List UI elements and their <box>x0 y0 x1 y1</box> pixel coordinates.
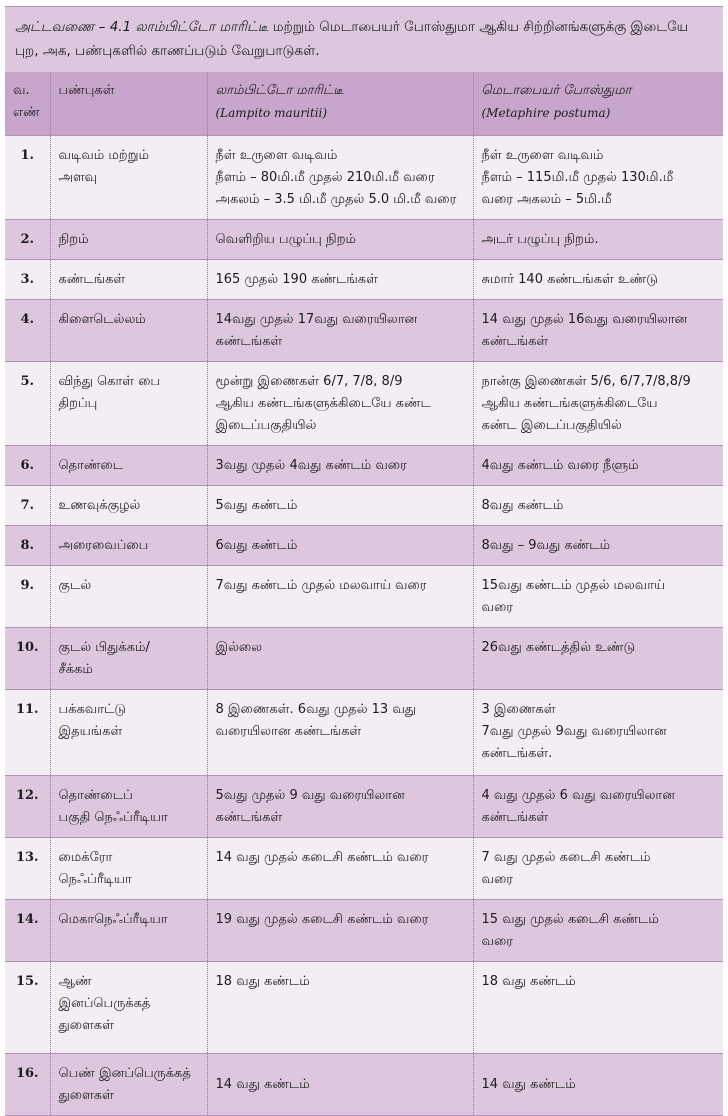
header-features: பண்புகள் <box>50 72 207 135</box>
row-number: 6. <box>5 445 50 485</box>
row-lampito-value <box>207 1053 473 1115</box>
row-feature <box>50 961 207 1053</box>
row-metaphire-value <box>473 627 723 689</box>
table-header-row <box>5 72 723 135</box>
cell-line: கண்டங்கள் <box>215 333 283 349</box>
row-number: 1. <box>5 135 50 219</box>
cell-line: வரை <box>481 933 513 949</box>
row-number: 12. <box>5 775 50 837</box>
header-metaphire-name: மெடாபையர் போஸ்துமா <box>481 83 632 98</box>
table-row <box>5 135 723 219</box>
table-row <box>5 627 723 689</box>
table-row <box>5 689 723 775</box>
cell-line: 8 இணைகள். 6வது முதல் 13 வது <box>215 701 417 717</box>
row-feature <box>50 299 207 361</box>
row-metaphire-value <box>473 837 723 899</box>
cell-line: தொண்டைப் <box>58 787 133 803</box>
cell-line: கண்டங்கள் <box>481 333 549 349</box>
table-row <box>5 361 723 445</box>
header-metaphire-scientific: (Metaphire postuma) <box>481 106 611 120</box>
cell-line: சுமார் 140 கண்டங்கள் உண்டு <box>481 271 658 287</box>
cell-line: 5வது கண்டம் <box>215 497 298 513</box>
row-metaphire-value <box>473 899 723 961</box>
cell-line: 14 வது கண்டம் <box>215 1076 310 1092</box>
cell-line: 4வது கண்டம் வரை நீளும் <box>481 457 639 473</box>
cell-line: 19 வது முதல் கடைசி கண்டம் வரை <box>215 911 429 927</box>
cell-line: மைக்ரோ <box>58 849 113 865</box>
table-row <box>5 565 723 627</box>
row-metaphire-value <box>473 689 723 775</box>
row-metaphire-value <box>473 135 723 219</box>
cell-line: நீளம் – 115மி.மீ முதல் 130மி.மீ <box>481 169 674 185</box>
cell-line: 18 வது கண்டம் <box>481 973 576 989</box>
cell-line: கண்டங்கள் <box>215 809 283 825</box>
row-feature <box>50 445 207 485</box>
row-feature <box>50 899 207 961</box>
cell-line: குடல் <box>58 577 92 593</box>
row-number: 11. <box>5 689 50 775</box>
row-feature <box>50 219 207 259</box>
row-feature <box>50 259 207 299</box>
header-metaphire <box>473 72 723 135</box>
header-serial-number: வ. எண் <box>5 72 50 135</box>
row-lampito-value <box>207 961 473 1053</box>
row-lampito-value <box>207 361 473 445</box>
row-number: 2. <box>5 219 50 259</box>
cell-line: உணவுக்குழல் <box>58 497 141 513</box>
row-lampito-value <box>207 565 473 627</box>
cell-line: அரைவைப்பை <box>58 537 149 553</box>
cell-line: மெகாநெஃப்ரீடியா <box>58 911 168 927</box>
cell-line: சீக்கம் <box>58 661 93 677</box>
table-row <box>5 775 723 837</box>
cell-line: தொண்டை <box>58 457 124 473</box>
cell-line: ஆகிய கண்டங்களுக்கிடையே கண்ட <box>215 395 431 411</box>
row-lampito-value <box>207 525 473 565</box>
row-metaphire-value <box>473 259 723 299</box>
cell-line: இடைப்பகுதியில் <box>215 417 317 433</box>
caption-text: மற்றும் மெடாபையர் போஸ்துமா ஆகிய சிற்றினங்களுக்கு இடையே புற, அக, பண்புகளில் காணப்படும் வேறுபாடுகள். <box>15 19 689 59</box>
row-feature <box>50 627 207 689</box>
row-metaphire-value <box>473 775 723 837</box>
row-metaphire-value <box>473 1053 723 1115</box>
row-number: 7. <box>5 485 50 525</box>
table-row <box>5 299 723 361</box>
row-lampito-value <box>207 899 473 961</box>
row-feature <box>50 525 207 565</box>
row-feature <box>50 775 207 837</box>
row-lampito-value <box>207 445 473 485</box>
cell-line: வரை <box>481 871 513 887</box>
table-row <box>5 961 723 1053</box>
cell-line: 5வது முதல் 9 வது வரையிலான <box>215 787 405 803</box>
cell-line: பகுதி நெஃப்ரீடியா <box>58 809 168 825</box>
row-feature <box>50 1053 207 1115</box>
cell-line: குடல் பிதுக்கம்/ <box>58 639 150 655</box>
row-metaphire-value <box>473 361 723 445</box>
row-feature <box>50 565 207 627</box>
cell-line: 8வது கண்டம் <box>481 497 564 513</box>
row-number: 13. <box>5 837 50 899</box>
row-lampito-value <box>207 775 473 837</box>
cell-line: கண்ட இடைப்பகுதியில் <box>481 417 622 433</box>
cell-line: 14 வது கண்டம் <box>481 1076 576 1092</box>
cell-line: கண்டங்கள் <box>481 809 549 825</box>
cell-line: வரையிலான கண்டங்கள் <box>215 723 362 739</box>
cell-line: 26வது கண்டத்தில் உண்டு <box>481 639 636 655</box>
cell-line: நெஃப்ரீடியா <box>58 871 132 887</box>
row-lampito-value <box>207 219 473 259</box>
cell-line: கிளைடெல்லம் <box>58 311 146 327</box>
row-number: 15. <box>5 961 50 1053</box>
cell-line: அளவு <box>58 169 98 185</box>
cell-line: 7 வது முதல் கடைசி கண்டம் <box>481 849 651 865</box>
document-page <box>5 6 723 1116</box>
row-number: 5. <box>5 361 50 445</box>
row-number: 9. <box>5 565 50 627</box>
cell-line: 14 வது முதல் 16வது வரையிலான <box>481 311 688 327</box>
table-row <box>5 259 723 299</box>
cell-line: வரை <box>481 599 513 615</box>
row-feature <box>50 689 207 775</box>
table-body <box>5 135 723 1115</box>
cell-line: வடிவம் மற்றும் <box>58 147 149 163</box>
cell-line: துளைகள் <box>58 1087 114 1103</box>
table-row <box>5 445 723 485</box>
row-metaphire-value <box>473 961 723 1053</box>
cell-line: 14 வது முதல் கடைசி கண்டம் வரை <box>215 849 429 865</box>
row-number: 3. <box>5 259 50 299</box>
cell-line: நீள் உருளை வடிவம் <box>481 147 604 163</box>
cell-line: இதயங்கள் <box>58 723 123 739</box>
row-lampito-value <box>207 689 473 775</box>
header-lampito <box>207 72 473 135</box>
cell-line: இனப்பெருக்கத் <box>58 995 151 1011</box>
row-metaphire-value <box>473 299 723 361</box>
cell-line: 7வது கண்டம் முதல் மலவாய் வரை <box>215 577 427 593</box>
cell-line: 15 வது முதல் கடைசி கண்டம் <box>481 911 659 927</box>
row-metaphire-value <box>473 445 723 485</box>
row-number: 14. <box>5 899 50 961</box>
cell-line: 3 இணைகள் <box>481 701 556 717</box>
table-row <box>5 525 723 565</box>
table-row <box>5 899 723 961</box>
table-row <box>5 1053 723 1115</box>
row-metaphire-value <box>473 219 723 259</box>
cell-line: துளைகள் <box>58 1017 114 1033</box>
cell-line: 15வது கண்டம் முதல் மலவாய் <box>481 577 666 593</box>
cell-line: நீள் உருளை வடிவம் <box>215 147 338 163</box>
row-feature <box>50 485 207 525</box>
cell-line: நிறம் <box>58 231 89 247</box>
cell-line: திறப்பு <box>58 395 98 411</box>
cell-line: பக்கவாட்டு <box>58 701 126 717</box>
row-number: 16. <box>5 1053 50 1115</box>
cell-line: கண்டங்கள் <box>58 271 126 287</box>
cell-line: 14வது முதல் 17வது வரையிலான <box>215 311 418 327</box>
row-lampito-value <box>207 259 473 299</box>
cell-line: அடர் பழுப்பு நிறம். <box>481 231 599 247</box>
row-feature <box>50 361 207 445</box>
row-metaphire-value <box>473 525 723 565</box>
cell-line: விந்து கொள் பை <box>58 373 161 389</box>
row-metaphire-value <box>473 485 723 525</box>
cell-line: பெண் இனப்பெருக்கத் <box>58 1065 191 1081</box>
cell-line: 4 வது முதல் 6 வது வரையிலான <box>481 787 675 803</box>
cell-line: வெளிறிய பழுப்பு நிறம் <box>215 231 357 247</box>
table-row <box>5 219 723 259</box>
row-feature <box>50 135 207 219</box>
cell-line: 165 முதல் 190 கண்டங்கள் <box>215 271 378 287</box>
row-lampito-value <box>207 135 473 219</box>
row-number: 4. <box>5 299 50 361</box>
cell-line: ஆண் <box>58 973 92 989</box>
caption-label: அட்டவணை – 4.1 லாம்பிட்டோ மாரிட்டீ <box>15 19 269 35</box>
table-caption <box>5 6 723 72</box>
row-number: 8. <box>5 525 50 565</box>
cell-line: 6வது கண்டம் <box>215 537 298 553</box>
comparison-table <box>5 72 723 1116</box>
cell-line: நான்கு இணைகள் 5/6, 6/7,7/8,8/9 <box>481 373 691 389</box>
row-lampito-value <box>207 837 473 899</box>
cell-line: 7வது முதல் 9வது வரையிலான <box>481 723 667 739</box>
row-metaphire-value <box>473 565 723 627</box>
cell-line: இல்லை <box>215 639 263 655</box>
header-lampito-scientific: (Lampito mauritii) <box>215 106 328 120</box>
row-lampito-value <box>207 485 473 525</box>
cell-line: கண்டங்கள். <box>481 745 553 761</box>
row-lampito-value <box>207 627 473 689</box>
row-lampito-value <box>207 299 473 361</box>
table-row <box>5 837 723 899</box>
table-row <box>5 485 723 525</box>
cell-line: 18 வது கண்டம் <box>215 973 310 989</box>
cell-line: 8வது – 9வது கண்டம் <box>481 537 611 553</box>
cell-line: அகலம் – 3.5 மி.மீ முதல் 5.0 மி.மீ வரை <box>215 191 457 207</box>
cell-line: ஆகிய கண்டங்களுக்கிடையே <box>481 395 658 411</box>
header-lampito-name: லாம்பிட்டோ மாரிட்டீ <box>215 83 344 98</box>
row-number: 10. <box>5 627 50 689</box>
row-feature <box>50 837 207 899</box>
cell-line: மூன்று இணைகள் 6/7, 7/8, 8/9 <box>215 373 403 389</box>
cell-line: 3வது முதல் 4வது கண்டம் வரை <box>215 457 407 473</box>
cell-line: நீளம் – 80மி.மீ முதல் 210மி.மீ வரை <box>215 169 435 185</box>
cell-line: வரை அகலம் – 5மி.மீ <box>481 191 612 207</box>
